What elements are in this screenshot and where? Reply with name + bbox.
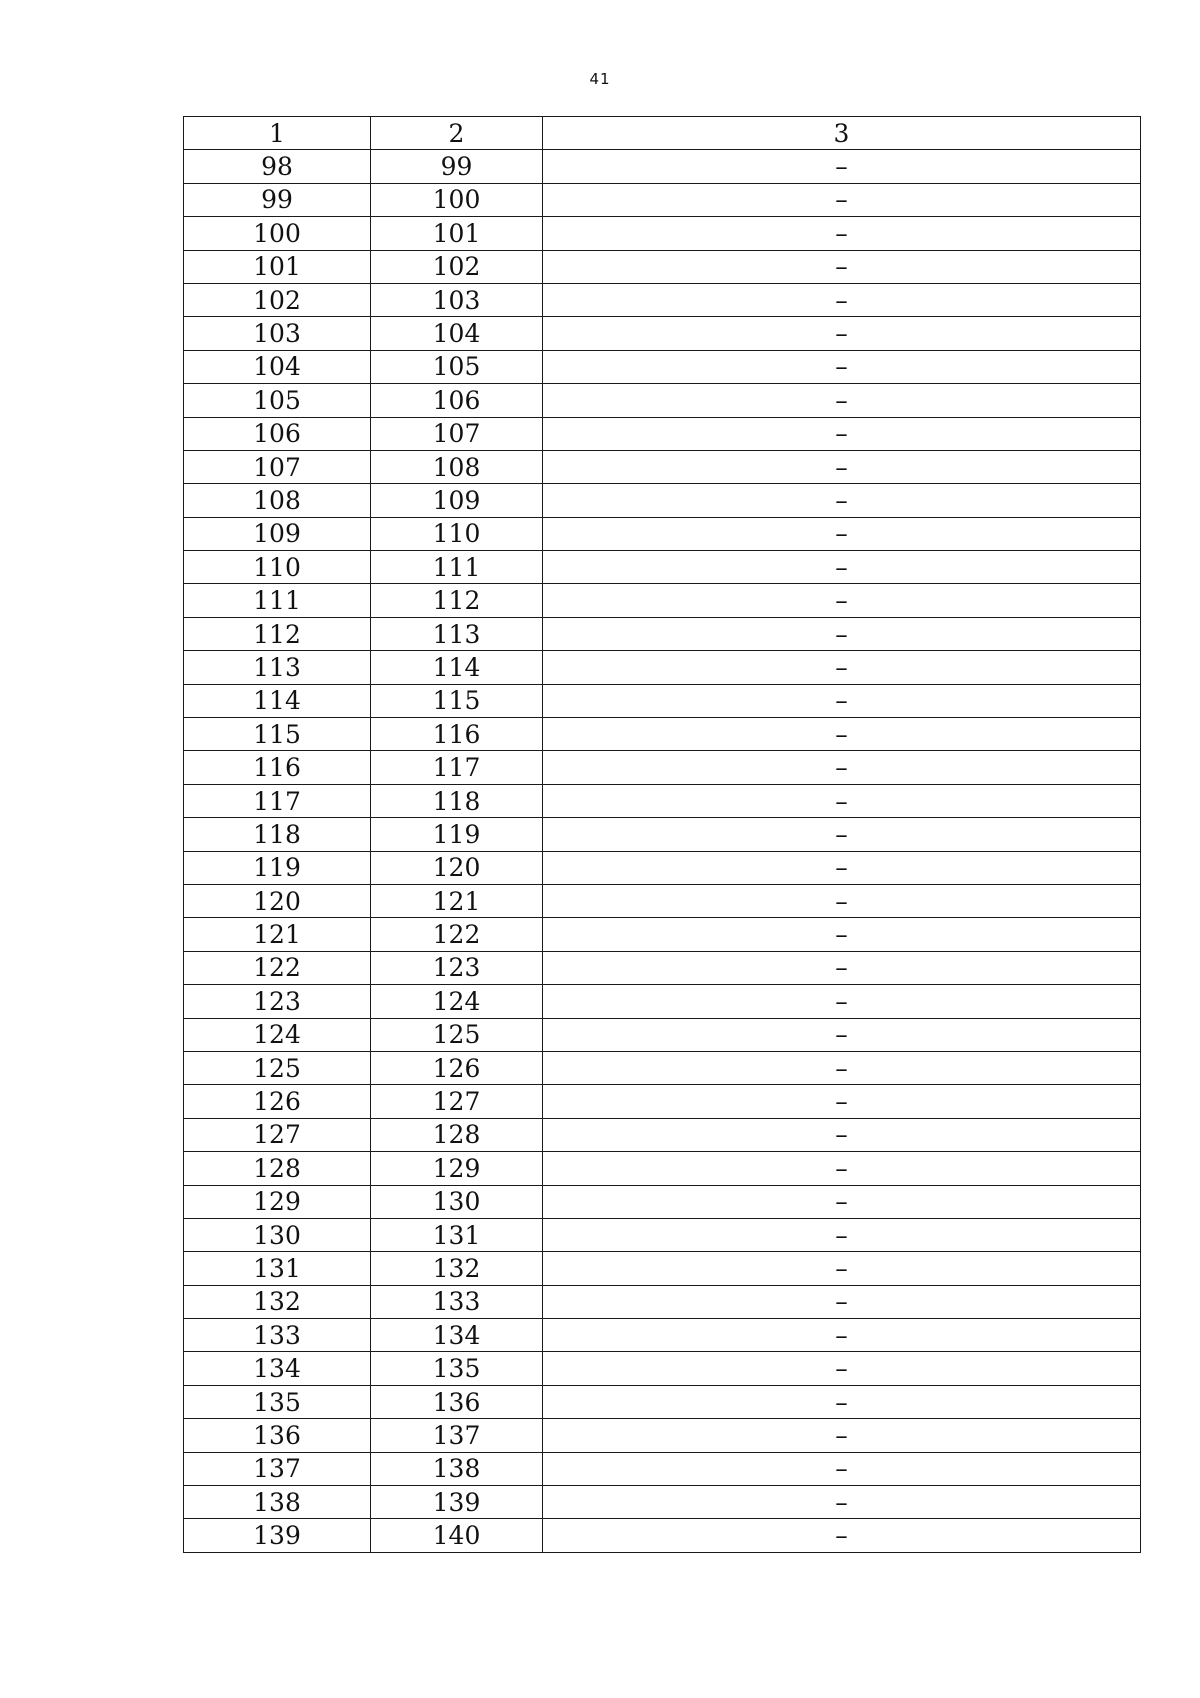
table-row xyxy=(184,217,1141,250)
table-row xyxy=(184,517,1141,550)
table-cell-col-3: – xyxy=(543,417,1141,450)
table-cell-col-2: 120 xyxy=(371,851,543,884)
table-row xyxy=(184,651,1141,684)
table-cell-col-3: – xyxy=(543,551,1141,584)
table-cell-col-3: – xyxy=(543,450,1141,483)
table-cell-col-1: 111 xyxy=(184,584,371,617)
table-cell-col-2: 125 xyxy=(371,1018,543,1051)
table-cell-col-3: – xyxy=(543,1486,1141,1519)
table-cell-col-3: – xyxy=(543,918,1141,951)
table-row xyxy=(184,1118,1141,1151)
table-cell-col-3: – xyxy=(543,1352,1141,1385)
table-cell-col-2: 128 xyxy=(371,1118,543,1151)
table-cell-col-1: 98 xyxy=(184,150,371,183)
table-cell-col-3: – xyxy=(543,1319,1141,1352)
table-cell-col-1: 138 xyxy=(184,1486,371,1519)
table-row xyxy=(184,985,1141,1018)
table-cell-col-3: – xyxy=(543,183,1141,216)
table-row xyxy=(184,884,1141,917)
table-row xyxy=(184,784,1141,817)
table-cell-col-3: – xyxy=(543,150,1141,183)
table-cell-col-1: 106 xyxy=(184,417,371,450)
table-cell-col-2: 118 xyxy=(371,784,543,817)
table-row xyxy=(184,417,1141,450)
table-cell-col-3: – xyxy=(543,1519,1141,1552)
table-row xyxy=(184,1352,1141,1385)
table-row xyxy=(184,584,1141,617)
table-cell-col-1: 133 xyxy=(184,1319,371,1352)
table-cell-col-3: – xyxy=(543,1085,1141,1118)
table-row xyxy=(184,918,1141,951)
table-row xyxy=(184,1018,1141,1051)
table-cell-col-2: 136 xyxy=(371,1385,543,1418)
table-cell-col-1: 105 xyxy=(184,384,371,417)
table-cell-col-3: – xyxy=(543,217,1141,250)
table-cell-col-2: 103 xyxy=(371,283,543,316)
table-cell-col-2: 123 xyxy=(371,951,543,984)
table-cell-col-3: – xyxy=(543,250,1141,283)
table-cell-col-1: 139 xyxy=(184,1519,371,1552)
table-cell-col-1: 130 xyxy=(184,1218,371,1251)
table-cell-col-3: – xyxy=(543,283,1141,316)
table-row xyxy=(184,684,1141,717)
table-cell-col-1: 102 xyxy=(184,283,371,316)
table-cell-col-1: 112 xyxy=(184,617,371,650)
table-cell-col-1: 137 xyxy=(184,1452,371,1485)
table-row xyxy=(184,951,1141,984)
table-cell-col-3: – xyxy=(543,784,1141,817)
table-row xyxy=(184,1051,1141,1084)
table-row xyxy=(184,484,1141,517)
table-cell-col-3: – xyxy=(543,1252,1141,1285)
table-cell-col-1: 103 xyxy=(184,317,371,350)
table-row xyxy=(184,718,1141,751)
table-cell-col-3: – xyxy=(543,584,1141,617)
header-cell-col-3: 3 xyxy=(543,117,1141,150)
table-cell-col-3: – xyxy=(543,617,1141,650)
table-cell-col-2: 131 xyxy=(371,1218,543,1251)
table-cell-col-2: 114 xyxy=(371,651,543,684)
table-cell-col-3: – xyxy=(543,517,1141,550)
table-cell-col-1: 123 xyxy=(184,985,371,1018)
table-cell-col-1: 136 xyxy=(184,1419,371,1452)
table-row xyxy=(184,1385,1141,1418)
table-cell-col-2: 133 xyxy=(371,1285,543,1318)
table-row xyxy=(184,183,1141,216)
table-cell-col-2: 137 xyxy=(371,1419,543,1452)
table-cell-col-1: 121 xyxy=(184,918,371,951)
table-cell-col-3: – xyxy=(543,350,1141,383)
table-row xyxy=(184,1085,1141,1118)
table-cell-col-2: 121 xyxy=(371,884,543,917)
table-cell-col-2: 113 xyxy=(371,617,543,650)
table-row xyxy=(184,283,1141,316)
table-cell-col-2: 135 xyxy=(371,1352,543,1385)
table-cell-col-2: 138 xyxy=(371,1452,543,1485)
table-cell-col-3: – xyxy=(543,1419,1141,1452)
table-cell-col-1: 107 xyxy=(184,450,371,483)
table-cell-col-3: – xyxy=(543,1152,1141,1185)
table-row xyxy=(184,250,1141,283)
table-cell-col-3: – xyxy=(543,684,1141,717)
table-row xyxy=(184,350,1141,383)
table-cell-col-3: – xyxy=(543,651,1141,684)
table-cell-col-2: 100 xyxy=(371,183,543,216)
table-cell-col-3: – xyxy=(543,1051,1141,1084)
table-cell-col-2: 119 xyxy=(371,818,543,851)
table-row xyxy=(184,384,1141,417)
table-cell-col-2: 139 xyxy=(371,1486,543,1519)
table-cell-col-1: 128 xyxy=(184,1152,371,1185)
table-row xyxy=(184,818,1141,851)
table-cell-col-1: 134 xyxy=(184,1352,371,1385)
table-cell-col-1: 120 xyxy=(184,884,371,917)
table-cell-col-2: 108 xyxy=(371,450,543,483)
header-cell-col-2: 2 xyxy=(371,117,543,150)
table-cell-col-2: 99 xyxy=(371,150,543,183)
table-cell-col-3: – xyxy=(543,1018,1141,1051)
table-cell-col-1: 109 xyxy=(184,517,371,550)
table-cell-col-3: – xyxy=(543,484,1141,517)
page-number: 41 xyxy=(589,70,611,88)
table-cell-col-2: 129 xyxy=(371,1152,543,1185)
table-cell-col-2: 110 xyxy=(371,517,543,550)
table-cell-col-2: 140 xyxy=(371,1519,543,1552)
table-cell-col-1: 125 xyxy=(184,1051,371,1084)
table-cell-col-1: 104 xyxy=(184,350,371,383)
table-row xyxy=(184,1185,1141,1218)
table-cell-col-2: 104 xyxy=(371,317,543,350)
table-cell-col-1: 135 xyxy=(184,1385,371,1418)
table-row xyxy=(184,150,1141,183)
table-cell-col-2: 106 xyxy=(371,384,543,417)
table-cell-col-1: 118 xyxy=(184,818,371,851)
table-cell-col-3: – xyxy=(543,1452,1141,1485)
table-cell-col-3: – xyxy=(543,751,1141,784)
table-cell-col-3: – xyxy=(543,317,1141,350)
table-header-row xyxy=(184,117,1141,150)
table-cell-col-3: – xyxy=(543,384,1141,417)
table-cell-col-1: 117 xyxy=(184,784,371,817)
table-row xyxy=(184,1152,1141,1185)
table-cell-col-1: 114 xyxy=(184,684,371,717)
table-row xyxy=(184,751,1141,784)
table-row xyxy=(184,317,1141,350)
table-cell-col-1: 122 xyxy=(184,951,371,984)
table-cell-col-1: 108 xyxy=(184,484,371,517)
table-cell-col-1: 131 xyxy=(184,1252,371,1285)
table-row xyxy=(184,1486,1141,1519)
table-cell-col-2: 124 xyxy=(371,985,543,1018)
table-cell-col-1: 116 xyxy=(184,751,371,784)
table-cell-col-1: 124 xyxy=(184,1018,371,1051)
table-cell-col-2: 117 xyxy=(371,751,543,784)
table-cell-col-3: – xyxy=(543,1385,1141,1418)
table-row xyxy=(184,551,1141,584)
table-cell-col-2: 112 xyxy=(371,584,543,617)
table-cell-col-3: – xyxy=(543,951,1141,984)
table-cell-col-2: 130 xyxy=(371,1185,543,1218)
table-row xyxy=(184,851,1141,884)
table-row xyxy=(184,617,1141,650)
table-cell-col-1: 119 xyxy=(184,851,371,884)
table-cell-col-2: 109 xyxy=(371,484,543,517)
table-cell-col-2: 127 xyxy=(371,1085,543,1118)
table-cell-col-1: 110 xyxy=(184,551,371,584)
table-cell-col-2: 101 xyxy=(371,217,543,250)
data-table xyxy=(183,116,1141,1553)
table-cell-col-1: 115 xyxy=(184,718,371,751)
table-row xyxy=(184,1285,1141,1318)
table-cell-col-3: – xyxy=(543,1118,1141,1151)
table-cell-col-2: 132 xyxy=(371,1252,543,1285)
table-row xyxy=(184,450,1141,483)
table-cell-col-3: – xyxy=(543,985,1141,1018)
table-cell-col-2: 115 xyxy=(371,684,543,717)
table-cell-col-3: – xyxy=(543,818,1141,851)
table-body xyxy=(184,117,1141,1553)
table-cell-col-2: 122 xyxy=(371,918,543,951)
table-cell-col-3: – xyxy=(543,1185,1141,1218)
table-cell-col-1: 129 xyxy=(184,1185,371,1218)
table-cell-col-1: 99 xyxy=(184,183,371,216)
table-cell-col-2: 126 xyxy=(371,1051,543,1084)
table-cell-col-2: 111 xyxy=(371,551,543,584)
table-row xyxy=(184,1452,1141,1485)
table-cell-col-3: – xyxy=(543,718,1141,751)
table-row xyxy=(184,1252,1141,1285)
table-row xyxy=(184,1319,1141,1352)
table-cell-col-2: 102 xyxy=(371,250,543,283)
table-cell-col-2: 116 xyxy=(371,718,543,751)
table-cell-col-3: – xyxy=(543,851,1141,884)
table-cell-col-1: 100 xyxy=(184,217,371,250)
table-cell-col-2: 105 xyxy=(371,350,543,383)
table-cell-col-2: 107 xyxy=(371,417,543,450)
header-cell-col-1: 1 xyxy=(184,117,371,150)
table-row xyxy=(184,1218,1141,1251)
table-cell-col-3: – xyxy=(543,1285,1141,1318)
table-cell-col-3: – xyxy=(543,884,1141,917)
table-row xyxy=(184,1519,1141,1552)
table-cell-col-1: 101 xyxy=(184,250,371,283)
table-cell-col-1: 113 xyxy=(184,651,371,684)
table-cell-col-2: 134 xyxy=(371,1319,543,1352)
table-cell-col-1: 127 xyxy=(184,1118,371,1151)
table-cell-col-3: – xyxy=(543,1218,1141,1251)
table-row xyxy=(184,1419,1141,1452)
table-cell-col-1: 126 xyxy=(184,1085,371,1118)
table-cell-col-1: 132 xyxy=(184,1285,371,1318)
